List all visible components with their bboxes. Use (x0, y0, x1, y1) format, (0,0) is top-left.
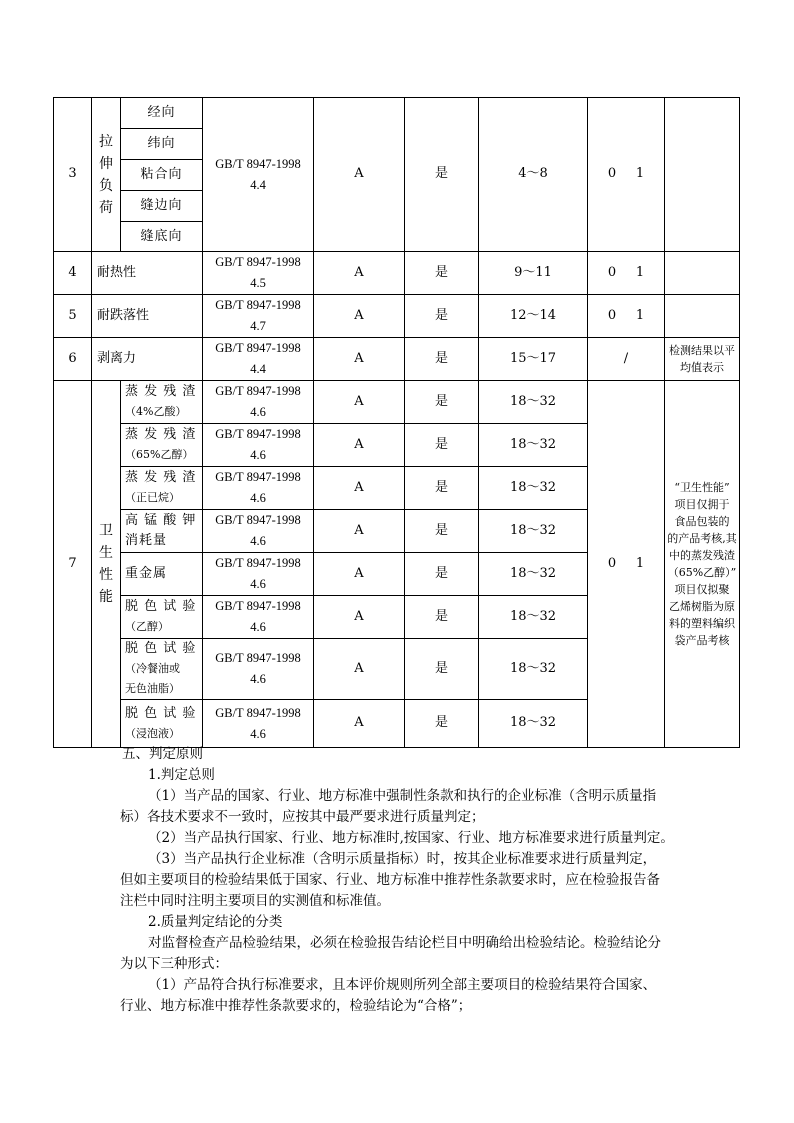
judgement: 0 1 (588, 252, 665, 295)
remark (665, 98, 740, 252)
subheading: 1.判定总则 (148, 767, 215, 783)
sample-range: 18～32 (479, 639, 588, 700)
paragraph: 但如主要项目的检验结果低于国家、行业、地方标准中推荐性条款要求时，应在检验报告备 (120, 872, 660, 888)
standard-ref: GB/T 8947-1998 4.6 (203, 381, 314, 424)
row-number: 5 (54, 295, 92, 338)
standard-ref: GB/T 8947-1998 4.6 (203, 639, 314, 700)
remark (665, 295, 740, 338)
paragraph: （1）当产品的国家、行业、地方标准中强制性条款和执行的企业标准（含明示质量指 (148, 788, 657, 804)
sub-item: 缝边向 (121, 191, 203, 222)
paragraph: 行业、地方标准中推荐性条款要求的，检验结论为“合格”； (120, 998, 472, 1014)
remark: “卫生性能” 项目仅拥于 食品包装的 的产品考核,其 中的蒸发残渣 （65%乙醇）” 项目仅拟聚 乙烯树脂为原 料的塑料编织 袋产品考核 (665, 381, 740, 748)
grade: A (314, 424, 405, 467)
sample-range: 18～32 (479, 381, 588, 424)
sample-range: 18～32 (479, 596, 588, 639)
grade: A (314, 338, 405, 381)
standard-ref: GB/T 8947-1998 4.4 (203, 98, 314, 252)
grade: A (314, 381, 405, 424)
sub-item: 粘合向 (121, 160, 203, 191)
sample-range: 18～32 (479, 424, 588, 467)
paragraph: 注栏中同时注明主要项目的实测值和标准值。 (120, 893, 390, 909)
subheading: 2.质量判定结论的分类 (148, 914, 283, 930)
main-item-flag: 是 (405, 639, 479, 700)
row-number: 3 (54, 98, 92, 252)
sub-item: 经向 (121, 98, 203, 129)
item-name: 耐热性 (92, 252, 203, 295)
remark: 检测结果以平 均值表示 (665, 338, 740, 381)
sub-item: 重金属 (121, 553, 203, 596)
standard-ref: GB/T 8947-1998 4.4 (203, 338, 314, 381)
sub-item: 缝底向 (121, 222, 203, 252)
category-label: 拉 伸 负 荷 (92, 98, 121, 252)
paragraph: （1）产品符合执行标准要求，且本评价规则所列全部主要项目的检验结果符合国家、 (148, 977, 657, 993)
judgement: 0 1 (588, 295, 665, 338)
sub-item: 蒸 发 残 渣 （65%乙醇） (121, 424, 203, 467)
grade: A (314, 295, 405, 338)
standard-ref: GB/T 8947-1998 4.6 (203, 553, 314, 596)
standard-ref: GB/T 8947-1998 4.6 (203, 596, 314, 639)
main-item-flag: 是 (405, 338, 479, 381)
sample-range: 9～11 (479, 252, 588, 295)
main-item-flag: 是 (405, 700, 479, 748)
main-item-flag: 是 (405, 596, 479, 639)
sample-range: 18～32 (479, 700, 588, 748)
item-name: 剥离力 (92, 338, 203, 381)
standard-ref: GB/T 8947-1998 4.7 (203, 295, 314, 338)
standard-ref: GB/T 8947-1998 4.6 (203, 467, 314, 510)
grade: A (314, 700, 405, 748)
grade: A (314, 510, 405, 553)
sub-item: 脱 色 试 验 （乙醇） (121, 596, 203, 639)
row-number: 7 (54, 381, 92, 748)
grade: A (314, 98, 405, 252)
section-heading: 五、判定原则 (122, 746, 203, 762)
main-item-flag: 是 (405, 252, 479, 295)
standard-ref: GB/T 8947-1998 4.5 (203, 252, 314, 295)
paragraph: （3）当产品执行企业标准（含明示质量指标）时，按其企业标准要求进行质量判定， (148, 851, 657, 867)
main-item-flag: 是 (405, 467, 479, 510)
judgement: 0 1 (588, 381, 665, 748)
main-item-flag: 是 (405, 295, 479, 338)
grade: A (314, 553, 405, 596)
paragraph: 对监督检查产品检验结果，必须在检验报告结论栏目中明确给出检验结论。检验结论分 (148, 935, 661, 951)
main-item-flag: 是 (405, 553, 479, 596)
sample-range: 18～32 (479, 553, 588, 596)
standard-ref: GB/T 8947-1998 4.6 (203, 700, 314, 748)
judgement: 0 1 (588, 98, 665, 252)
main-item-flag: 是 (405, 424, 479, 467)
paragraph: （2）当产品执行国家、行业、地方标准时,按国家、行业、地方标准要求进行质量判定。 (148, 830, 674, 846)
standard-ref: GB/T 8947-1998 4.6 (203, 510, 314, 553)
main-item-flag: 是 (405, 98, 479, 252)
row-number: 6 (54, 338, 92, 381)
sample-range: 18～32 (479, 467, 588, 510)
remark (665, 252, 740, 295)
sample-range: 12～14 (479, 295, 588, 338)
category-label: 卫 生 性 能 (92, 381, 121, 748)
grade: A (314, 252, 405, 295)
paragraph: 标）各技术要求不一致时，应按其中最严要求进行质量判定； (120, 809, 485, 825)
standard-ref: GB/T 8947-1998 4.6 (203, 424, 314, 467)
sub-item: 蒸 发 残 渣 （正已烷） (121, 467, 203, 510)
sample-range: 15～17 (479, 338, 588, 381)
grade: A (314, 596, 405, 639)
judgement-principles (100, 744, 700, 1017)
main-item-flag: 是 (405, 381, 479, 424)
item-name: 耐跌落性 (92, 295, 203, 338)
row-number: 4 (54, 252, 92, 295)
grade: A (314, 467, 405, 510)
sub-item: 脱 色 试 验 （浸泡液） (121, 700, 203, 748)
sub-item: 蒸 发 残 渣 （4%乙酸） (121, 381, 203, 424)
sample-range: 18～32 (479, 510, 588, 553)
grade: A (314, 639, 405, 700)
sub-item: 高 锰 酸 钾 消耗量 (121, 510, 203, 553)
judgement: / (588, 338, 665, 381)
main-item-flag: 是 (405, 510, 479, 553)
paragraph: 为以下三种形式： (120, 956, 228, 972)
sub-item: 纬向 (121, 129, 203, 160)
sub-item: 脱 色 试 验 （冷餐油或 无色油脂） (121, 639, 203, 700)
inspection-items-table (53, 97, 740, 748)
sample-range: 4～8 (479, 98, 588, 252)
